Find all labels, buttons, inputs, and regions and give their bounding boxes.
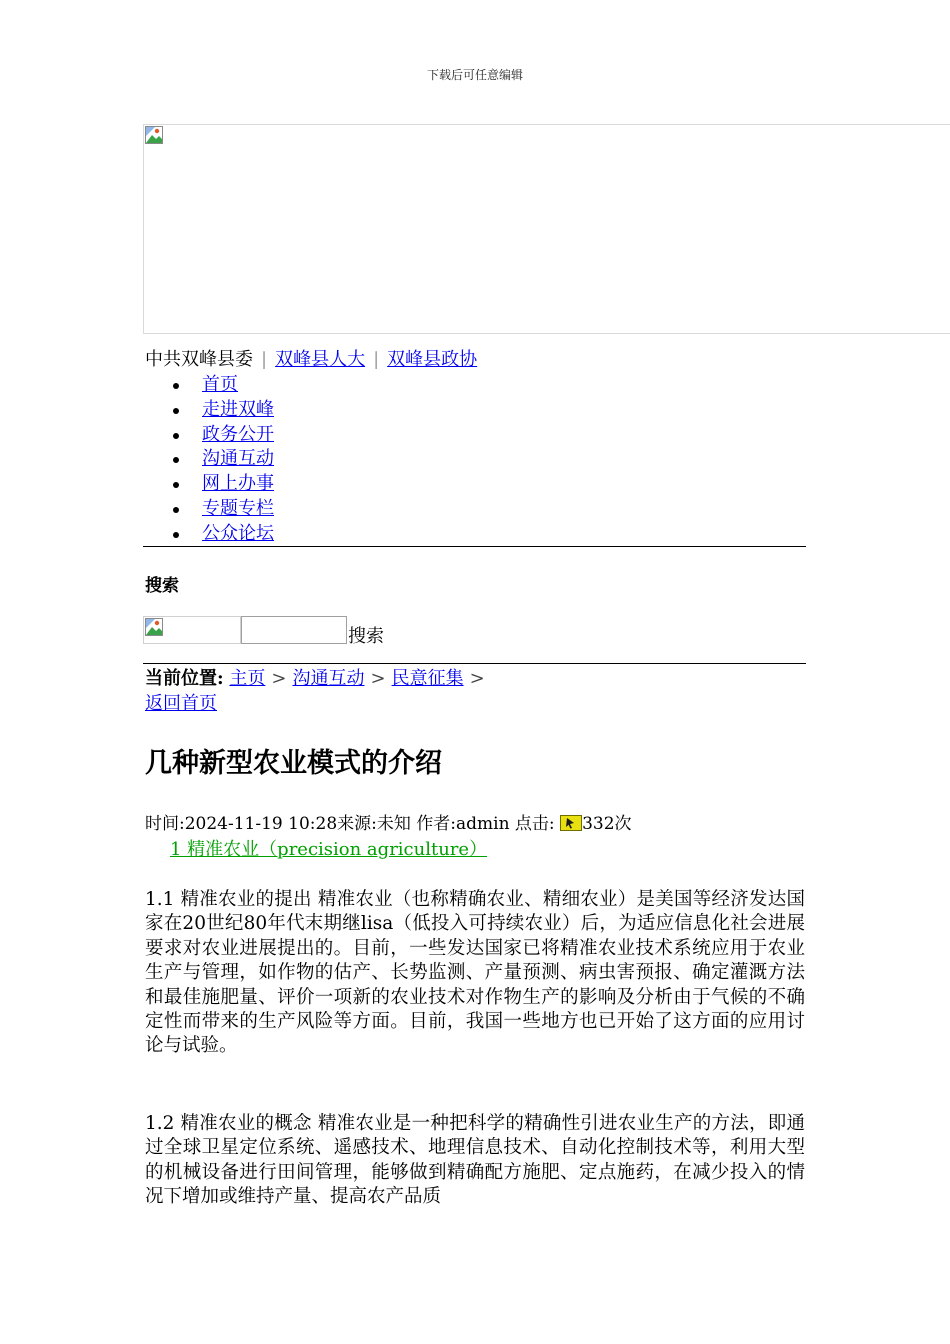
party-committee-label: 中共双峰县委 [145,349,253,370]
back-home-link[interactable]: 返回首页 [145,693,217,714]
article-paragraph: 1.2 精准农业的概念 精准农业是一种把科学的精确性引进农业生产的方法，即通过全球卫星定位系统、遥感技术、地理信息技术、自动化控制技术等，利用大型的机械设备进行田间管理，能够做到精确配方施肥、定点施药，在减少投入的情况下增加或维持产量、提高农产品质 [145,1113,805,1208]
watermark-text: 下载后可任意编辑 [426,68,523,82]
nav-item-interaction [145,447,274,472]
nav-link-government[interactable]: 政务公开 [202,423,274,445]
nav-link-interaction[interactable]: 沟通互动 [202,448,274,470]
nav-link-home[interactable]: 首页 [202,374,238,395]
cppcc-link[interactable]: 双峰县政协 [387,349,478,370]
nav-link-online-service[interactable]: 网上办事 [202,473,274,495]
nav-item-forum [145,522,274,547]
article-meta [145,812,632,836]
clicks-icon [560,815,582,831]
breadcrumb-opinion-link[interactable]: 民意征集 [391,668,464,689]
nav-link-forum[interactable]: 公众论坛 [202,522,274,544]
breadcrumb-arrow: > [370,668,386,689]
nav-link-about[interactable]: 走进双峰 [202,398,274,420]
broken-image-icon [145,618,163,636]
view-count-unit: 次 [614,814,632,834]
breadcrumb-home-link[interactable]: 主页 [229,668,266,689]
nav-link-topics[interactable]: 专题专栏 [202,497,274,519]
search-title: 搜索 [145,576,179,596]
breadcrumb-arrow: > [469,668,485,689]
breadcrumb-label: 当前位置: [145,668,224,689]
link-separator: | [261,349,268,370]
top-links [145,348,477,372]
main-nav [145,373,274,547]
search-button[interactable]: 搜索 [348,626,384,647]
breadcrumb [145,667,491,691]
nav-item-government [145,423,274,448]
article-title: 几种新型农业模式的介绍 [145,748,442,779]
divider [143,546,806,547]
broken-image-icon [145,126,163,144]
view-count: 332 [582,814,615,834]
search-input[interactable] [241,616,347,644]
breadcrumb-arrow: > [271,668,287,689]
nav-item-about [145,398,274,423]
article-meta-text: 时间:2024-11-19 10:28来源:未知 作者:admin 点击: [145,814,555,834]
section-heading-link[interactable]: 1 精准农业（precision agriculture） [170,839,488,860]
link-separator: | [373,349,380,370]
nav-item-topics [145,497,274,522]
nav-item-home [145,373,274,398]
banner-image [143,124,950,334]
search-logo-image [143,616,241,644]
article-paragraph: 1.1 精准农业的提出 精准农业（也称精确农业、精细农业）是美国等经济发达国家在20世纪80年代末期继lisa（低投入可持续农业）后，为适应信息化社会进展要求对农业进展提出的。目前，一些发达国家已将精准农业技术系统应用于农业生产与管理，如作物的估产、长势监测、产量预测、病虫害预报、确定灌溉方法和最佳施肥量、评价一项新的农业技术对作物生产的影响及分析由于气候的不确定性而带来的生产风险等方面。目前，我国一些地方也已开始了这方面的应用讨论与试验。 [145,889,805,1057]
nav-item-online-service [145,472,274,497]
congress-link[interactable]: 双峰县人大 [275,349,366,370]
breadcrumb-interaction-link[interactable]: 沟通互动 [292,668,365,689]
divider [143,663,806,664]
